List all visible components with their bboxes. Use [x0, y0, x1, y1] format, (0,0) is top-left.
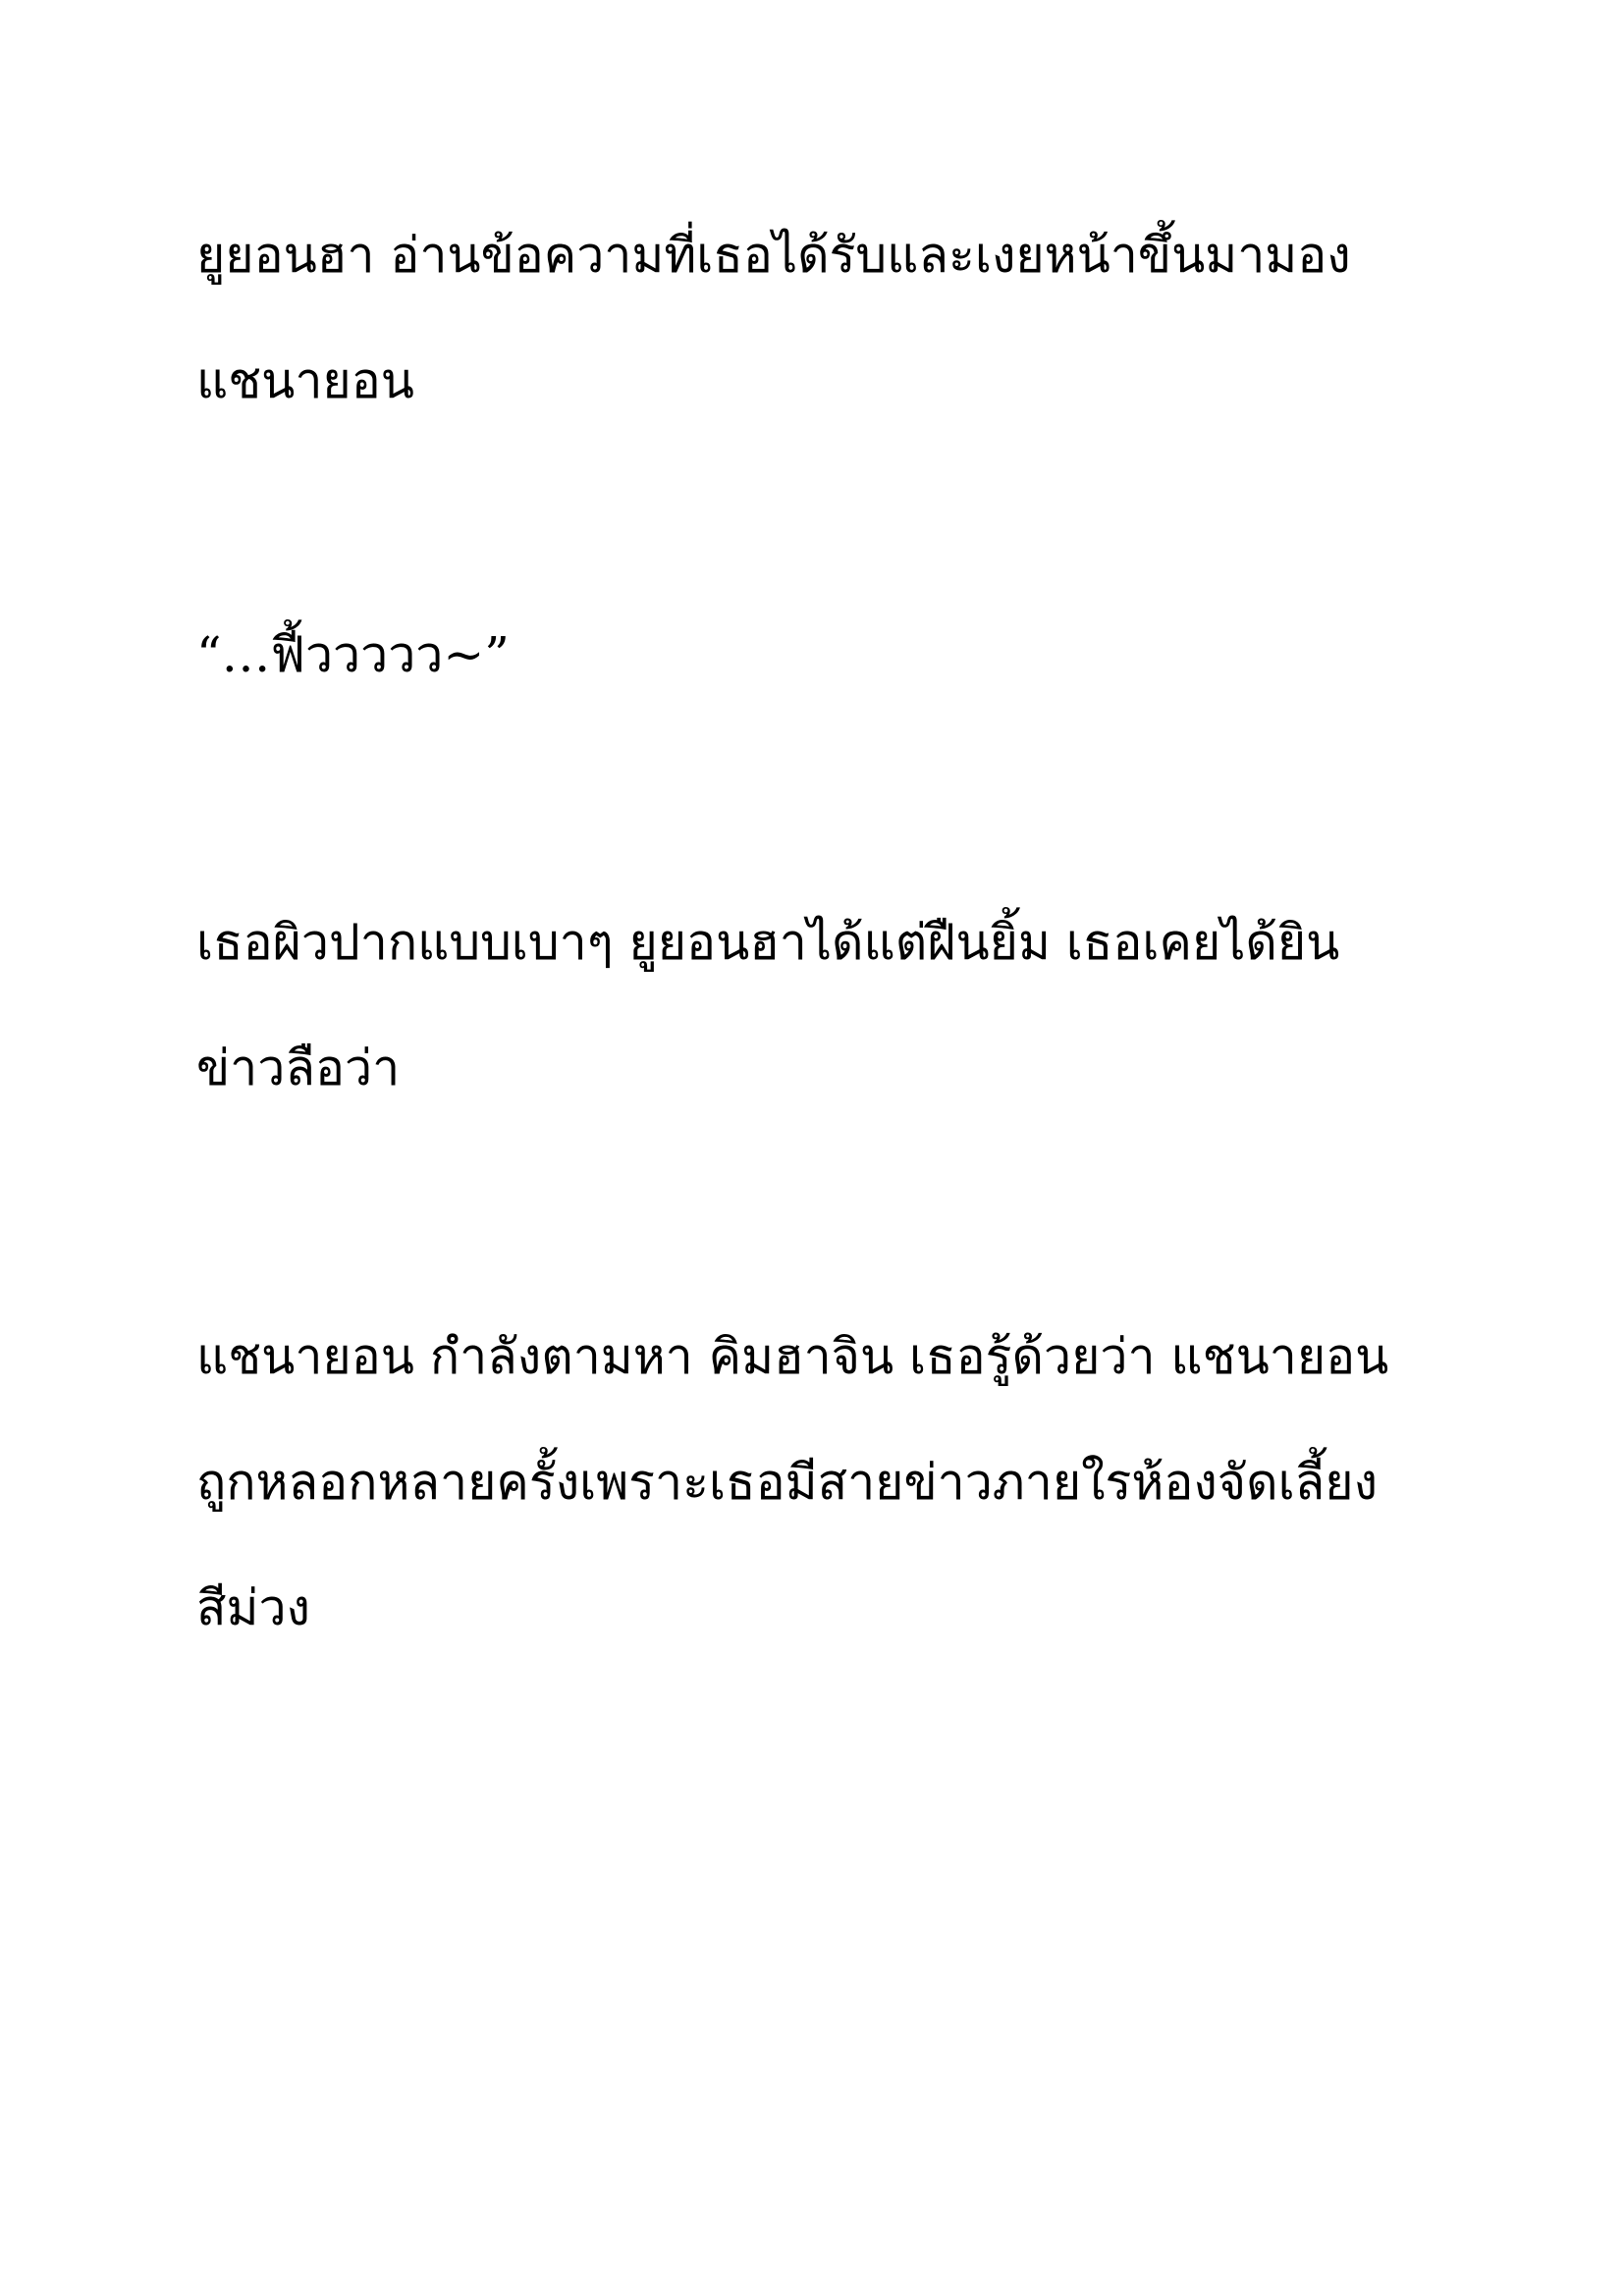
paragraph-line: เธอผิวปากแบบเบาๆ ยูยอนฮาได้แต่ฝืนยิ้ม เธอเคยได้ยิน	[196, 914, 1340, 971]
paragraph-line: สีม่วง	[196, 1579, 310, 1636]
paragraph-line: แชนายอน	[196, 352, 414, 409]
paragraph-line: แชนายอน กำลังตามหา คิมฮาจิน เธอรู้ด้วยว่า แชนายอน	[196, 1328, 1389, 1385]
paragraph-line: ถูกหลอกหลายครั้งเพราะเธอมีสายข่าวภายใรห้องจัดเลี้ยง	[196, 1454, 1379, 1511]
paragraph-line: ยูยอนฮา อ่านข้อความที่เธอได้รับและเงยหน้าขึ้นมามอง	[196, 227, 1351, 284]
dialogue-line: “…ฟี้ววววว~”	[196, 626, 510, 683]
paragraph-line: ข่าวลือว่า	[196, 1040, 401, 1096]
